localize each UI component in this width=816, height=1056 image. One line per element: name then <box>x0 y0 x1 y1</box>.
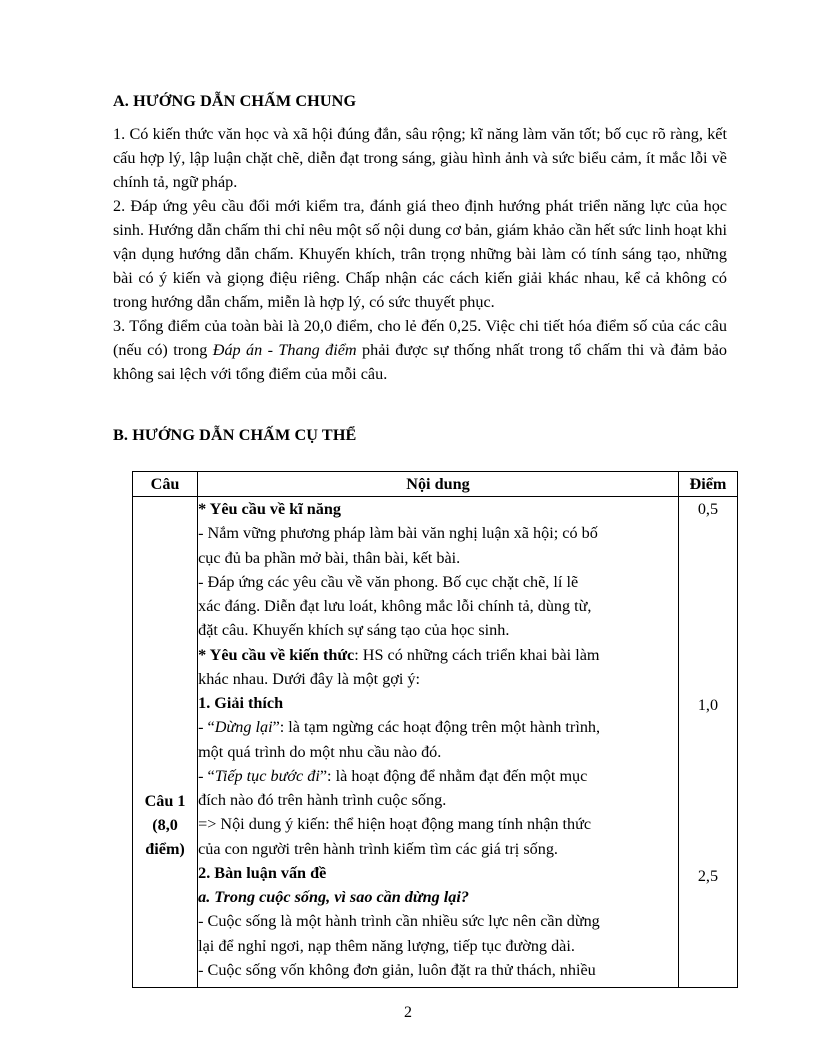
definition-line <box>198 715 678 739</box>
content-cell <box>198 497 679 988</box>
discussion-heading: 2. Bàn luận vấn đề <box>198 863 327 882</box>
section-a-body <box>113 122 727 386</box>
content-line: đích nào đó trên hành trình cuộc sống. <box>198 791 447 809</box>
header-cau: Câu <box>133 472 198 497</box>
definition-text: ”: là hoạt động để nhằm đạt đến một mục <box>319 766 588 785</box>
score-explain: 1,0 <box>697 696 719 714</box>
header-noi-dung: Nội dung <box>198 472 679 497</box>
header-diem: Điểm <box>678 472 737 497</box>
content-line: - Cuộc sống là một hành trình cần nhiều sức lực nên cần dừng <box>198 912 600 931</box>
guideline-paragraph-3-end: phải được sự thống nhất trong tổ chấm thi và đảm bảo không sai lệch với tổng điểm của mỗi câu. <box>113 341 727 383</box>
guideline-paragraph-3-start: 3. Tổng điểm của toàn bài là 20,0 điểm, cho lẻ đến 0,25. Việc chi tiết hóa điểm số của các câu (nếu có) trong <box>113 317 727 359</box>
content-line: đặt câu. Khuyến khích sự sáng tạo của học sinh. <box>198 621 510 640</box>
content-line: cục đủ ba phần mở bài, thân bài, kết bài. <box>198 548 461 567</box>
score-cell <box>678 497 737 988</box>
content-line: một quá trình do một nhu cầu nào đó. <box>198 742 442 761</box>
content-line: xác đáng. Diễn đạt lưu loát, không mắc lỗi chính tả, dùng từ, <box>198 597 592 615</box>
definition-line <box>198 764 678 788</box>
content-line: - Nắm vững phương pháp làm bài văn nghị luận xã hội; có bố <box>198 524 598 543</box>
content-line: của con người trên hành trình kiếm tìm các giá trị sống. <box>198 839 558 858</box>
question-points: (8,0 <box>152 816 178 834</box>
knowledge-requirement-line <box>198 643 678 667</box>
content-line: khác nhau. Dưới đây là một gợi ý: <box>198 669 420 688</box>
definition-text: ”: là tạm ngừng các hoạt động trên một hành trình, <box>272 718 601 737</box>
content-line: - Cuộc sống vốn không đơn giản, luôn đặt ra thử thách, nhiều <box>198 960 596 979</box>
quote-open: - “ <box>198 766 215 785</box>
knowledge-requirement-heading: * Yêu cầu về kiến thức <box>198 645 355 664</box>
content-line: => Nội dung ý kiến: thể hiện hoạt động mang tính nhận thức <box>198 815 592 834</box>
term-tiep-tuc-buoc-di: Tiếp tục bước đi <box>214 766 320 785</box>
guideline-paragraph-3 <box>113 314 727 386</box>
question-label: Câu 1 <box>144 792 186 810</box>
guideline-paragraph-2: 2. Đáp ứng yêu cầu đổi mới kiểm tra, đánh giá theo định hướng phát triển năng lực của học sinh. Hướng dẫn chấm thi chỉ nêu một số nội dung cơ bản, giám khảo cần hết sức linh hoạt khi vận dụng hướng dẫn chấm. Khuyến khích, trân trọng những bài làm có tính sáng tạo, những bài có ý kiến và giọng điệu riêng. Chấp nhận các cách kiến giải khác nhau, kể cả không có trong hướng dẫn chấm, miễn là hợp lý, có sức thuyết phục. <box>113 197 727 311</box>
term-dung-lai: Dừng lại <box>214 718 273 737</box>
section-b-title: B. HƯỚNG DẪN CHẤM CỤ THỂ <box>113 426 357 444</box>
score-skill: 0,5 <box>697 500 719 518</box>
skill-requirement-heading: * Yêu cầu về kĩ năng <box>198 500 341 518</box>
content-line: - Đáp ứng các yêu cầu về văn phong. Bố cục chặt chẽ, lí lẽ <box>198 572 579 591</box>
knowledge-requirement-text: : HS có những cách triển khai bài làm <box>354 645 600 664</box>
explain-heading: 1. Giải thích <box>198 694 284 712</box>
table-header-row <box>133 472 738 497</box>
guideline-paragraph-1: 1. Có kiến thức văn học và xã hội đúng đắn, sâu rộng; kĩ năng làm văn tốt; bố cục rõ ràng, kết cấu hợp lý, lập luận chặt chẽ, diễn đạt trong sáng, giàu hình ảnh và sức biểu cảm, ít mắc lỗi về chính tả, ngữ pháp. <box>113 125 727 191</box>
discussion-subheading: a. Trong cuộc sống, vì sao cần dừng lại? <box>198 888 469 906</box>
question-cell <box>133 497 198 988</box>
score-discussion: 2,5 <box>697 867 719 885</box>
page-number: 2 <box>404 1004 412 1021</box>
section-a-title: A. HƯỚNG DẪN CHẤM CHUNG <box>113 92 357 110</box>
table-row <box>133 497 738 988</box>
quote-open: - “ <box>198 718 215 737</box>
question-points-unit: điểm) <box>145 840 185 858</box>
grading-table <box>132 471 738 988</box>
answer-key-reference: Đáp án - Thang điểm <box>212 341 357 359</box>
content-line: lại để nghỉ ngơi, nạp thêm năng lượng, tiếp tục đường dài. <box>198 936 575 955</box>
